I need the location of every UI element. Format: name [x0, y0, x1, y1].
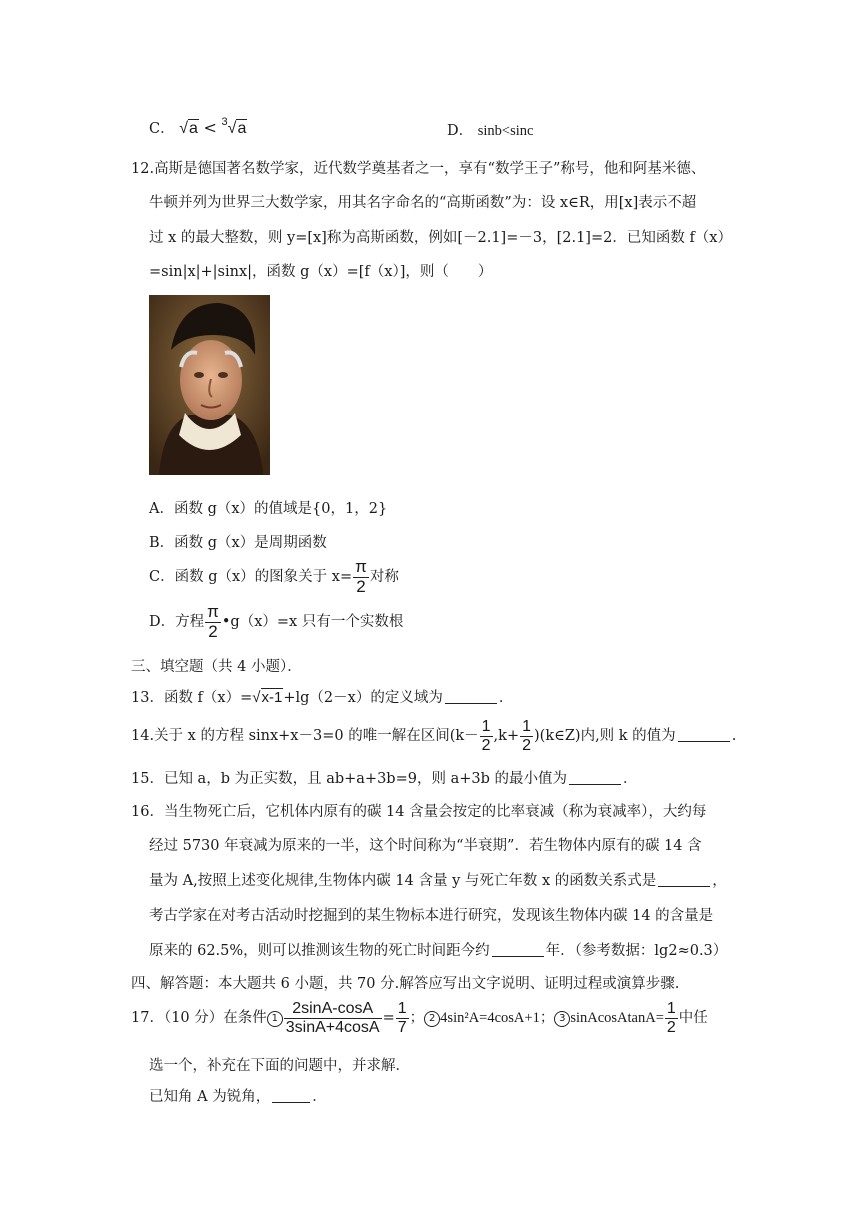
q12-line-2 — [149, 191, 696, 212]
question-text: =sin|x|+|sinx|，函数 g（x）=[f（x）]，则（ ） — [149, 264, 493, 280]
option-text: B．函数 g（x）是周期函数 — [149, 535, 327, 551]
option-text: D．方程 — [149, 614, 205, 631]
punctuation: ． — [312, 1089, 327, 1105]
sqrt-expression: √x-1 — [252, 689, 283, 706]
q11-option-c — [149, 116, 247, 138]
cube-root-expression: $^3$√a — [221, 116, 247, 137]
question-text: 经过 5730 年衰减为原来的一半，这个时间称为“半衰期”．若生物体内原有的碳 14 含 — [149, 838, 702, 854]
option-text: 对称 — [369, 569, 399, 586]
question-text: ,k+ — [493, 728, 520, 745]
q12-line-4 — [149, 260, 492, 281]
answer-blank[interactable] — [492, 942, 544, 957]
question-text: +lg（2－x）的定义域为 — [283, 690, 443, 706]
q17-line-1 — [131, 1000, 708, 1036]
numerator: π — [207, 602, 219, 621]
question-text: 15．已知 a，b 为正实数，且 ab+a+3b=9，则 a+3b 的最小值为 — [131, 771, 567, 787]
question-number: 12. — [131, 161, 155, 177]
denominator: 2 — [666, 1018, 676, 1036]
q12-option-a — [149, 497, 387, 518]
fraction — [396, 1000, 409, 1036]
q11-option-d — [447, 119, 533, 140]
fraction — [284, 1000, 382, 1036]
q17-line-3 — [149, 1085, 327, 1106]
fraction — [665, 1000, 678, 1036]
q13 — [131, 686, 513, 707]
option-text: C．函数 g（x）的图象关于 x= — [149, 569, 353, 586]
radicand: a — [237, 120, 247, 137]
numerator: 1 — [522, 718, 531, 735]
section-heading-solutions — [131, 972, 679, 993]
fraction — [520, 718, 533, 754]
question-text: 高斯是德国著名数学家，近代数学奠基者之一，享有“数学王子”称号，他和阿基米德、 — [154, 161, 706, 177]
answer-blank[interactable] — [445, 689, 497, 704]
numerator: 1 — [397, 1000, 407, 1017]
option-label: C． — [149, 121, 175, 137]
q16-line-4 — [149, 904, 713, 925]
question-text: 16．当生物死亡后，它机体内原有的碳 14 含量会按定的比率衰减（称为衰减率），大约每 — [131, 804, 707, 820]
denominator: 2 — [522, 736, 531, 754]
equals: = — [382, 1010, 395, 1027]
q12-line-1 — [131, 157, 705, 178]
answer-blank[interactable] — [272, 1088, 310, 1103]
question-text: 原来的 62.5%，则可以推测该生物的死亡时间距今约 — [149, 943, 490, 959]
sqrt-expression: √a — [179, 120, 198, 137]
question-text: 中任 — [678, 1010, 708, 1027]
q15 — [131, 767, 637, 788]
q16-line-3 — [149, 869, 727, 890]
fraction — [480, 718, 493, 754]
q14 — [131, 718, 736, 754]
question-text: 17．（10 分）在条件 — [131, 1010, 267, 1027]
q12-option-d — [149, 603, 403, 641]
question-text: 牛顿并列为世界三大数学家，用其名字命名的“高斯函数”为：设 x∈R，用[x]表示不超 — [149, 195, 697, 211]
q16-line-1 — [131, 800, 706, 821]
fraction — [353, 558, 369, 596]
q12-option-b — [149, 531, 327, 552]
question-text: 14.关于 x 的方程 sinx+x－3=0 的唯一解在区间(k－ — [131, 728, 479, 745]
question-text: 量为 A,按照上述变化规律,生物体内碳 14 含量 y 与死亡年数 x 的函数关系式是 — [149, 873, 657, 889]
question-text: 已知角 A 为锐角， — [149, 1089, 271, 1105]
question-text: 年．（参考数据：lg2≈0.3） — [545, 943, 728, 959]
numerator: 1 — [666, 1000, 676, 1017]
circled-number-2: 2 — [424, 1011, 440, 1027]
radicand: x-1 — [261, 689, 283, 706]
condition-text: sinAcosAtanA= — [570, 1010, 664, 1027]
less-than: < — [203, 118, 217, 137]
question-text: )(k∈Z)内,则 k 的值为 — [534, 728, 676, 745]
punctuation: ， — [712, 873, 727, 889]
q16-line-2 — [149, 834, 702, 855]
q12-line-3 — [149, 226, 732, 247]
circled-number-3: 3 — [554, 1011, 570, 1027]
option-text: •g（x）=x 只有一个实数根 — [221, 614, 404, 631]
punctuation: . — [731, 728, 737, 745]
numerator: 1 — [481, 718, 491, 735]
numerator: 2sinA-cosA — [284, 1000, 382, 1019]
answer-blank[interactable] — [658, 872, 710, 887]
option-text: sinb<sinc — [477, 123, 534, 139]
punctuation: ； — [409, 1010, 425, 1027]
denominator: 2 — [481, 736, 491, 754]
answer-blank[interactable] — [569, 770, 621, 785]
section-heading-fill-in — [131, 655, 302, 676]
option-text: A．函数 g（x）的值域是{0，1，2} — [149, 501, 388, 517]
denominator: 3sinA+4cosA — [285, 1018, 380, 1036]
section-title: 四、解答题：本大题共 6 小题，共 70 分.解答应写出文字说明、证明过程或演算步骤. — [131, 976, 680, 992]
root-index: 3 — [221, 116, 228, 128]
question-text: 13．函数 f（x）= — [131, 690, 253, 706]
circled-number-1: 1 — [267, 1011, 283, 1027]
question-text: 选一个，补充在下面的问题中，并求解． — [149, 1058, 410, 1074]
gauss-portrait-image — [149, 295, 270, 475]
question-text: 考古学家在对考古活动时挖掘到的某生物标本进行研究，发现该生物体内碳 14 的含量是 — [149, 908, 714, 924]
punctuation: ． — [622, 771, 638, 787]
denominator: 2 — [356, 576, 366, 596]
section-title: 三、填空题（共 4 小题）． — [131, 659, 302, 675]
answer-blank[interactable] — [678, 727, 730, 742]
punctuation: ． — [498, 690, 514, 706]
denominator: 7 — [397, 1018, 407, 1036]
condition-text: 4sin²A=4cosA+1； — [440, 1010, 555, 1027]
fraction — [205, 603, 221, 641]
option-label: D． — [447, 123, 474, 139]
q12-option-c — [149, 558, 399, 596]
denominator: 2 — [208, 621, 218, 641]
question-text: 过 x 的最大整数，则 y=[x]称为高斯函数，例如[－2.1]=－3，[2.1]=2．已知函数 f（x） — [149, 230, 732, 246]
q17-line-2 — [149, 1054, 410, 1075]
q16-line-5 — [149, 939, 727, 960]
numerator: π — [355, 557, 367, 576]
radicand: a — [189, 120, 198, 137]
